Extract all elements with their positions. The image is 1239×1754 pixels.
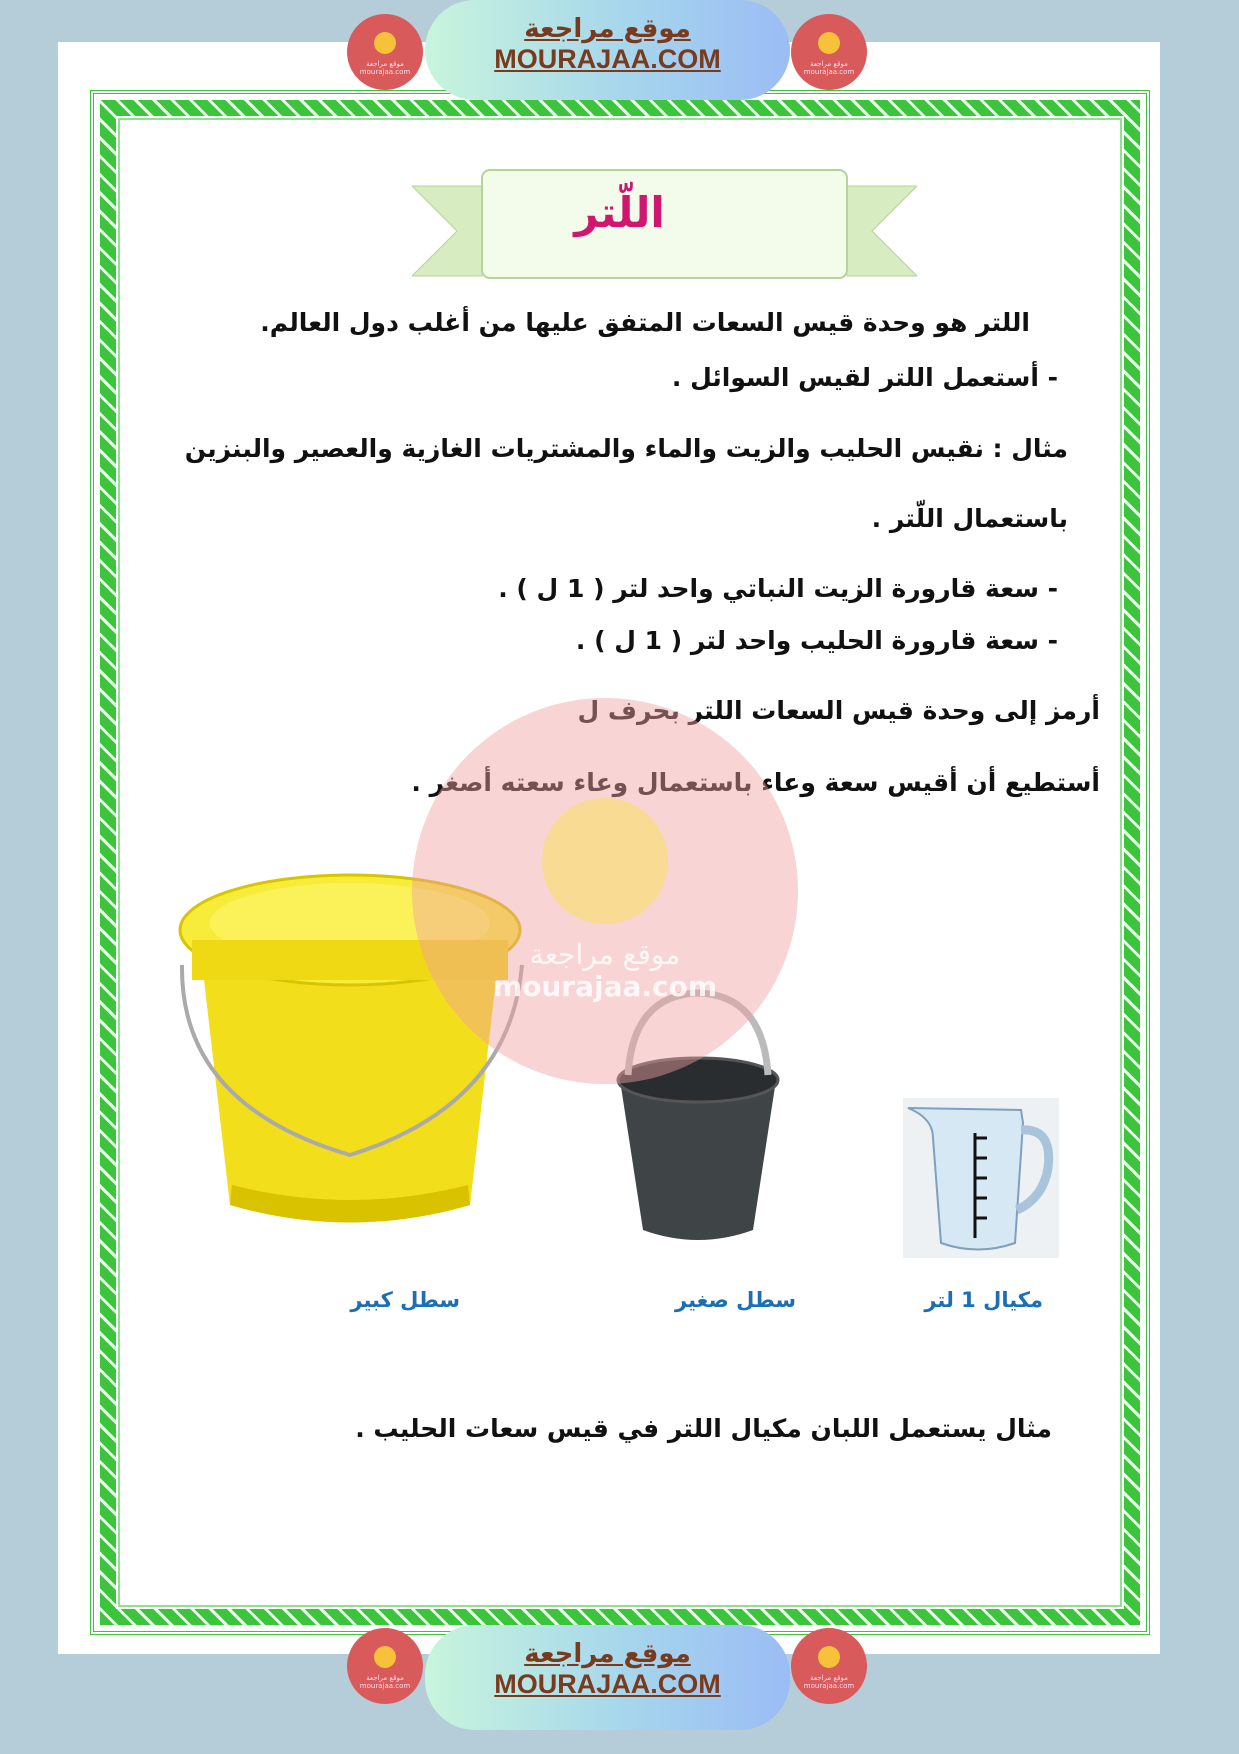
logo-text: موقع مراجعة mourajaa.com: [803, 1674, 855, 1690]
site-name-ar[interactable]: موقع مراجعة: [524, 14, 691, 44]
logo-text: موقع مراجعة mourajaa.com: [803, 60, 855, 76]
page-title: اللّتر: [574, 188, 665, 237]
measure-text: أستطيع أن أقيس سعة وعاء باستعمال وعاء سعته أصغر .: [411, 768, 1100, 797]
site-logo-left-bottom: [347, 1628, 423, 1704]
site-banner-top[interactable]: [425, 0, 790, 100]
watermark-text-ar: موقع مراجعة: [529, 938, 681, 971]
site-name-en[interactable]: MOURAJAA.COM: [494, 1669, 721, 1699]
logo-text: موقع مراجعة mourajaa.com: [359, 1674, 411, 1690]
book-icon: [818, 1646, 840, 1668]
book-icon: [374, 32, 396, 54]
site-name-ar[interactable]: موقع مراجعة: [524, 1639, 691, 1669]
caption-measuring-jug: مكيال 1 لتر: [924, 1288, 1043, 1312]
example-text: مثال : نقيس الحليب والزيت والماء والمشتريات الغازية والعصير والبنزين: [184, 434, 1068, 463]
caption-big-bucket: سطل كبير: [350, 1288, 460, 1312]
book-icon: [818, 32, 840, 54]
definition-text: اللتر هو وحدة قيس السعات المتفق عليها من أغلب دول العالم.: [260, 308, 1030, 337]
usage-text: - أستعمل اللتر لقيس السوائل .: [671, 363, 1058, 392]
watermark-text-en: mourajaa.com: [492, 970, 718, 1003]
measuring-jug-image: [903, 1098, 1059, 1258]
site-logo-left: [347, 14, 423, 90]
book-icon: [542, 798, 668, 924]
site-logo-right-bottom: [791, 1628, 867, 1704]
book-icon: [374, 1646, 396, 1668]
oil-bottle-text: - سعة قارورة الزيت النباتي واحد لتر ( 1 ل ) .: [498, 574, 1058, 603]
example-text-continued: باستعمال اللّتر .: [871, 504, 1068, 533]
final-example-text: مثال يستعمل اللبان مكيال اللتر في قيس سعات الحليب .: [355, 1414, 1052, 1443]
site-logo-right: [791, 14, 867, 90]
symbol-text: أرمز إلى وحدة قيس السعات اللتر بحرف ل: [577, 696, 1100, 725]
milk-bottle-text: - سعة قارورة الحليب واحد لتر ( 1 ل ) .: [575, 626, 1058, 655]
site-name-en[interactable]: MOURAJAA.COM: [494, 44, 721, 74]
site-banner-bottom[interactable]: [425, 1625, 790, 1730]
caption-small-bucket: سطل صغير: [675, 1288, 796, 1312]
logo-text: موقع مراجعة mourajaa.com: [359, 60, 411, 76]
watermark: [412, 698, 798, 1084]
